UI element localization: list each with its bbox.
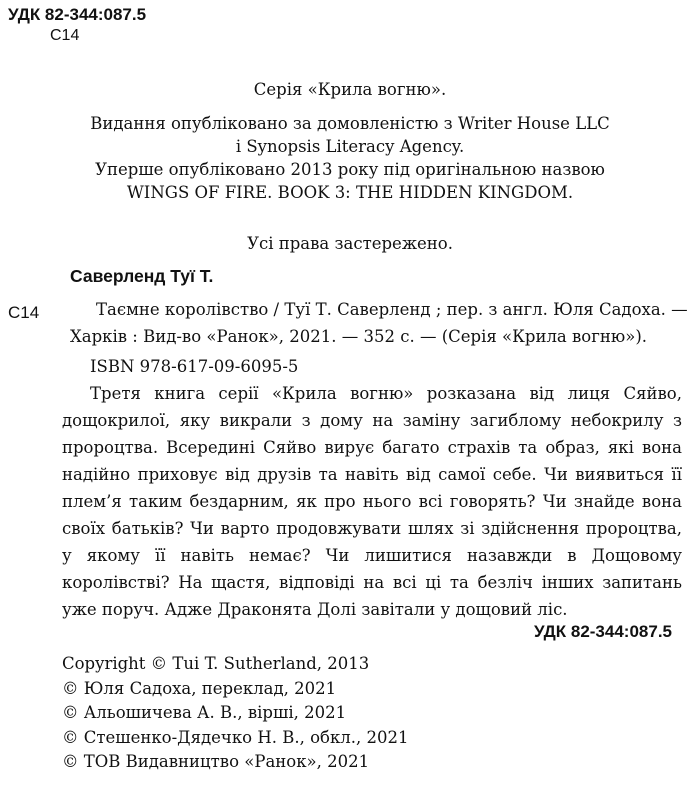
bibliographic-line-2: Харків : Вид-во «Ранок», 2021. — 352 с. — (Серія «Крила вогню»).: [70, 327, 648, 346]
annotation-text: Третя книга серії «Крила вогню» розказана від лиця Сяйво, дощокрилої, яку викрали з дому на заміну загиблому небокрилу з пророцтва. Всередині Сяйво вирує багато страхів та образ, які вона надійно приховує від друзів та навіть від самої себе. Чи виявиться її плем’я таким бездарним, як про нього всі говорять? Чи знайде вона своїх батьків? Чи варто продовжувати шлях зі здійснення пророцтва, у якому її навіть немає? Чи лишитися назавжди в Дощовому королівстві? На щастя, відповіді на всі ці та безліч інших запитань уже поруч. Адже Драконята Долі завітали у дощовий ліс.: [62, 384, 682, 619]
isbn: ISBN 978-617-09-6095-5: [90, 357, 299, 376]
udk-header: [8, 4, 146, 46]
copyright-line: © ТОВ Видавництво «Ранок», 2021: [62, 752, 370, 771]
rights-reserved: Усі права застережено.: [247, 234, 453, 253]
publication-line-1: Видання опубліковано за домовленістю з Writer House LLC: [90, 114, 610, 133]
author-cipher-code: С14: [8, 303, 40, 322]
series-line: Серія «Крила вогню».: [253, 80, 447, 99]
author-heading: Саверленд Туї Т.: [70, 266, 214, 286]
bibliographic-line-1: Таємне королівство / Туї Т. Саверленд ; пер. з англ. Юля Садоха. —: [96, 300, 688, 319]
copyright-line: Copyright © Tui T. Sutherland, 2013: [62, 654, 370, 673]
publication-note: [0, 112, 700, 204]
copyright-line: © Юля Садоха, переклад, 2021: [62, 678, 337, 698]
udk-footer: УДК 82-344:087.5: [533, 622, 672, 641]
publication-line-2: і Synopsis Literacy Agency.: [235, 137, 465, 156]
copyright-list: [62, 652, 408, 775]
copyright-line: © Альошичева А. В., вірші, 2021: [62, 703, 347, 722]
copyright-line: © Стешенко-Дядечко Н. В., обкл., 2021: [62, 727, 409, 747]
publication-line-3: Уперше опубліковано 2013 року під оригінальною назвою: [95, 160, 605, 179]
publication-line-4: WINGS OF FIRE. BOOK 3: THE HIDDEN KINGDOM.: [126, 183, 574, 202]
udk-header-code: УДК 82-344:087.5: [8, 5, 147, 24]
udk-header-cipher: С14: [50, 27, 80, 44]
bibliographic-description: [70, 296, 690, 350]
